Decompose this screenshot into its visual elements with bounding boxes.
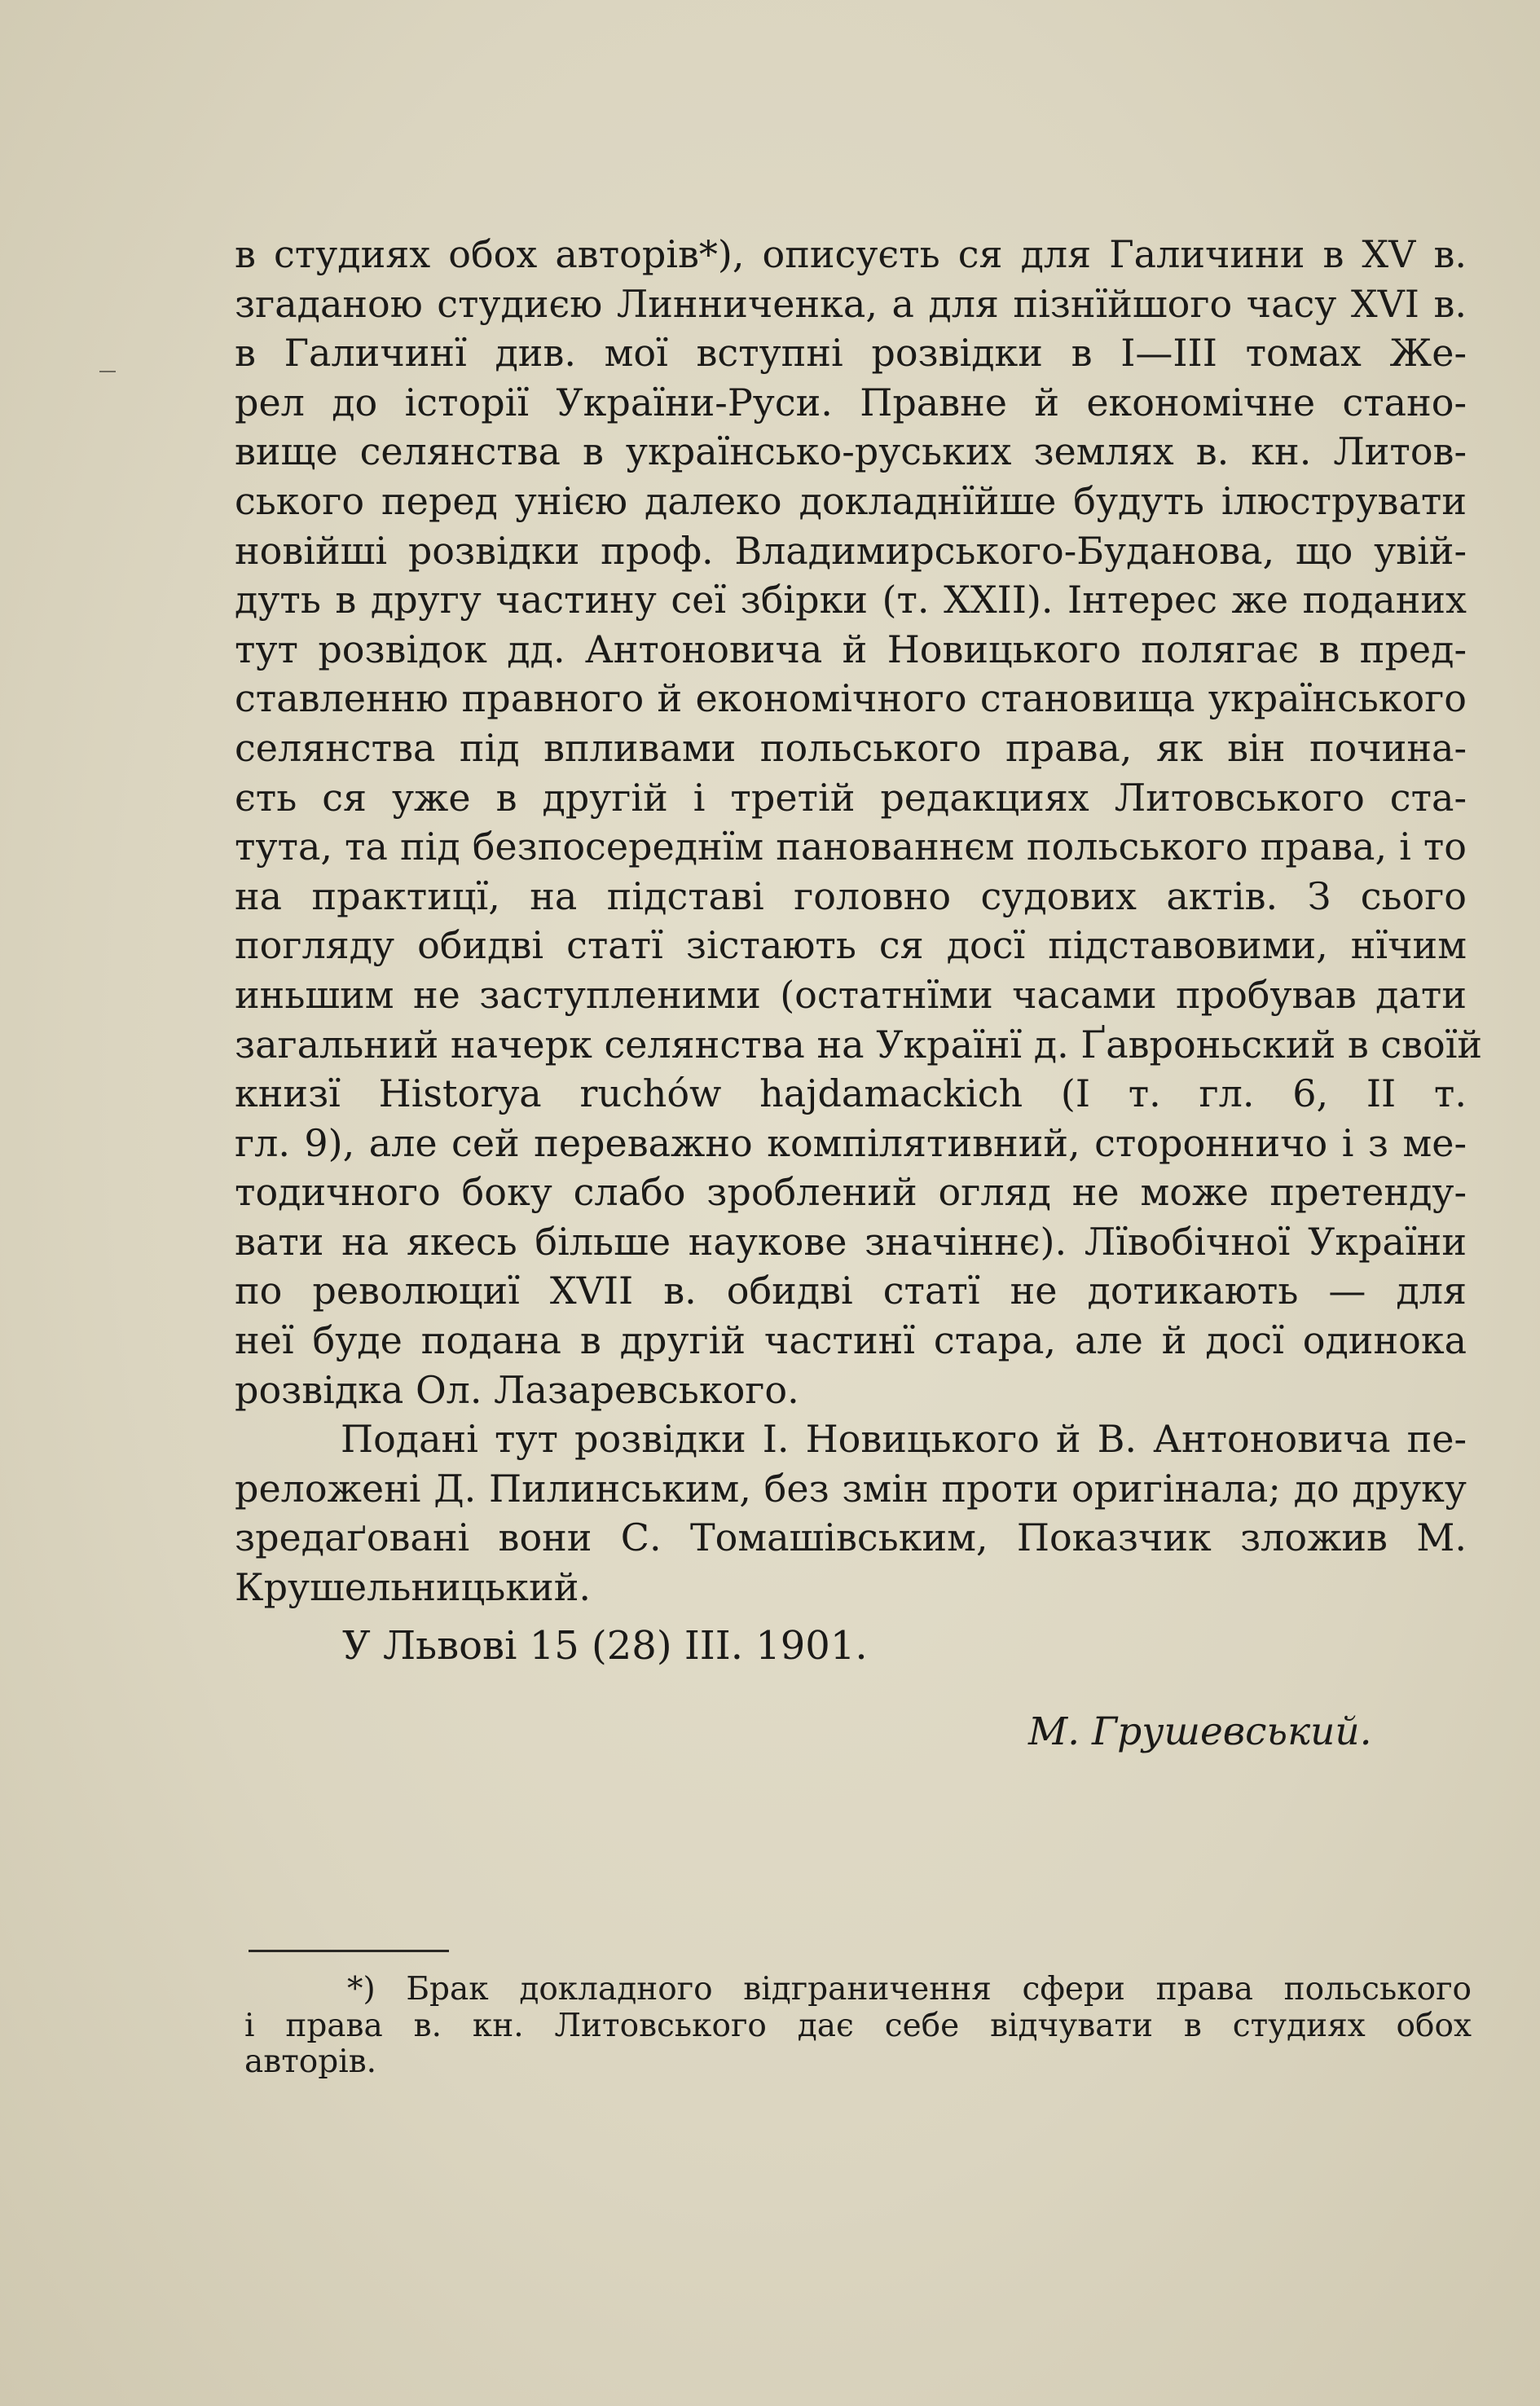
text-line: гл. 9), але сей переважно компілятивний, сторонничо і з ме-: [235, 1120, 1467, 1165]
text-line: тут розвідок дд. Антоновича й Новицького полягає в пред-: [235, 627, 1467, 671]
text-line: зредаґовані вони С. Томашівським, Показчик зложив М.: [235, 1515, 1467, 1560]
footnote: [244, 1972, 1472, 2081]
dateline: У Львові 15 (28) III. 1901.: [342, 1623, 868, 1669]
text-line: книзї Historya ruchów hajdamackich (I т. гл. 6, II т.: [235, 1071, 1467, 1116]
text-line: погляду обидві статї зістають ся досї підставовими, нїчим: [235, 923, 1467, 968]
footnote-line: авторів.: [244, 2043, 377, 2080]
text-line: єть ся уже в другій і третій редакциях Литовського ста-: [235, 775, 1467, 820]
text-line: в Галичинї див. мої вступні розвідки в I—III томах Же-: [235, 331, 1467, 376]
text-line: вати на якесь більше наукове значіннє). Лївобічної України: [235, 1219, 1467, 1264]
text-line: тута, та під безпосереднїм панованнєм польського права, і то: [235, 825, 1467, 869]
text-line: згаданою студиєю Линниченка, а для пізнїйшого часу XVI в.: [235, 281, 1467, 326]
text-line: ставленню правного й економічного становища українського: [235, 676, 1467, 721]
text-line: загальний начерк селянства на Українї д. Ґавроньский в своїй: [235, 1022, 1483, 1067]
text-line: рел до історії України-Руси. Правне й економічне стано-: [235, 380, 1467, 424]
text-line: реложені Д. Пилинським, без змін проти оригінала; до друку: [235, 1466, 1467, 1511]
text-line: неї буде подана в другій частинї стара, але й досї одинока: [235, 1318, 1467, 1363]
text-line: вище селянства в українсько-руських землях в. кн. Литов-: [235, 429, 1467, 474]
main-text: [235, 230, 1483, 1612]
text-line: розвідка Ол. Лазаревського.: [235, 1367, 799, 1412]
footnote-line: і права в. кн. Литовського дає себе відчувати в студиях обох: [244, 2007, 1472, 2044]
page-edge-mark: [99, 371, 116, 372]
author-signature: М. Грушевський.: [1028, 1709, 1372, 1754]
footnote-divider: [249, 1950, 449, 1952]
text-line: Крушельницький.: [235, 1565, 591, 1610]
text-line: на практицї, на підставі головно судових актів. З сього: [235, 873, 1467, 918]
footnote-line: *) Брак докладного відграничення сфери права польського: [347, 1971, 1472, 2008]
text-line: ського перед унією далеко докладнїйше будуть ілюструвати: [235, 478, 1467, 523]
text-line: иньшим не заступленими (остатнїми часами пробував дати: [235, 972, 1467, 1017]
text-line: Подані тут розвідки І. Новицького й В. Антоновича пе-: [341, 1417, 1467, 1462]
text-line: новійші розвідки проф. Владимирського-Буданова, що увій-: [235, 528, 1467, 573]
text-line: тодичного боку слабо зроблений огляд не може претенду-: [235, 1170, 1467, 1215]
text-line: дуть в другу частину сеї збірки (т. XXII). Інтерес же поданих: [235, 578, 1467, 622]
text-line: в студиях обох авторів*), описуєть ся для Галичини в XV в.: [235, 232, 1467, 276]
text-line: по революциї XVII в. обидві статї не дотикають — для: [235, 1269, 1467, 1313]
text-line: селянства під впливами польського права, як він почина-: [235, 725, 1467, 770]
